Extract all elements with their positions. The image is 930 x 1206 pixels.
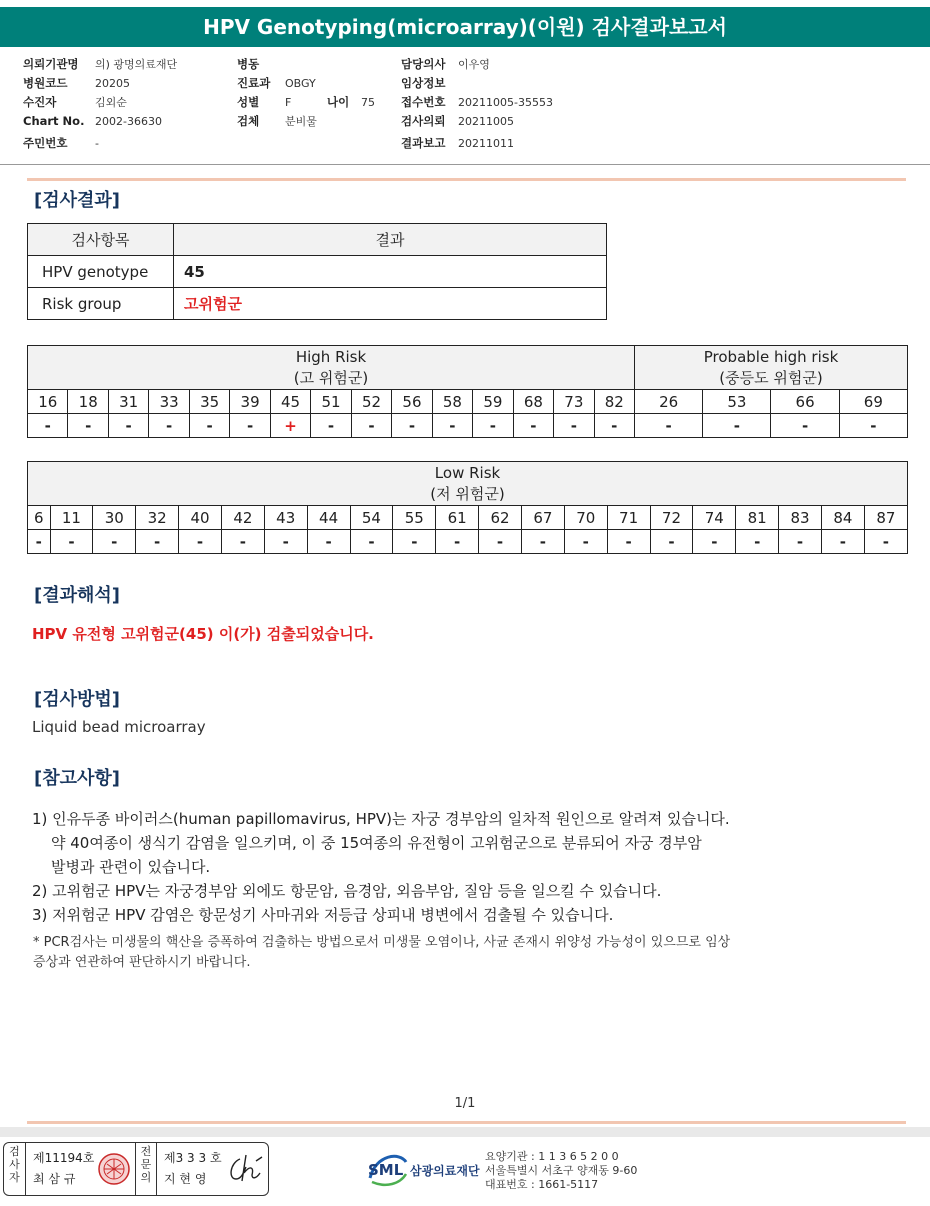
low-risk-mark: - xyxy=(50,530,93,554)
specialist-no: 제3 3 3 호 xyxy=(164,1151,222,1165)
low-risk-mark: - xyxy=(179,530,222,554)
low-risk-mark: - xyxy=(650,530,693,554)
high-risk-type: 68 xyxy=(513,390,553,414)
high-risk-type: 52 xyxy=(351,390,391,414)
high-risk-mark: - xyxy=(351,414,391,438)
low-risk-type: 54 xyxy=(350,506,393,530)
low-risk-mark: - xyxy=(607,530,650,554)
company-name: 삼광의료재단 xyxy=(410,1164,480,1178)
inspector-label-text: 검 사 자 xyxy=(9,1145,20,1184)
high-risk-type: 39 xyxy=(230,390,270,414)
value-resident-no: - xyxy=(95,137,99,150)
low-risk-mark: - xyxy=(693,530,736,554)
signature-box xyxy=(3,1142,269,1196)
low-risk-type: 71 xyxy=(607,506,650,530)
label-chart-no: Chart No. xyxy=(23,114,85,128)
high-risk-mark: + xyxy=(270,414,310,438)
value-specimen: 분비물 xyxy=(285,115,317,128)
label-age: 나이 xyxy=(327,95,350,109)
high-risk-type: 82 xyxy=(594,390,634,414)
low-risk-mark: - xyxy=(28,530,51,554)
specialist-label-text: 전 문 의 xyxy=(140,1145,152,1184)
label-institution: 의뢰기관명 xyxy=(23,57,79,71)
low-risk-mark: - xyxy=(521,530,564,554)
patient-info-header xyxy=(0,55,930,165)
low-risk-mark: - xyxy=(93,530,136,554)
value-hospital-code: 20205 xyxy=(95,77,130,90)
low-risk-mark: - xyxy=(736,530,779,554)
low-risk-type: 6 xyxy=(28,506,51,530)
low-risk-mark: - xyxy=(136,530,179,554)
table-row xyxy=(28,256,607,288)
low-risk-table xyxy=(27,461,908,554)
low-risk-type: 72 xyxy=(650,506,693,530)
high-risk-mark: - xyxy=(513,414,553,438)
label-report-date: 결과보고 xyxy=(401,136,446,150)
inspector-label xyxy=(4,1143,26,1195)
high-risk-type: 45 xyxy=(270,390,310,414)
company-info xyxy=(485,1150,637,1192)
high-risk-mark: - xyxy=(108,414,148,438)
low-risk-mark: - xyxy=(779,530,822,554)
low-risk-marks-row xyxy=(28,530,908,554)
result-value-risk-group: 고위험군 xyxy=(174,288,607,320)
company-info-line: 서울특별시 서초구 양재동 9-60 xyxy=(485,1164,638,1177)
logo-text: SML xyxy=(368,1161,404,1179)
header-col-3 xyxy=(401,55,553,153)
high-risk-mark: - xyxy=(771,414,839,438)
inspector-name: 최 삼 규 xyxy=(33,1172,76,1186)
low-risk-mark: - xyxy=(393,530,436,554)
high-risk-type: 26 xyxy=(635,390,703,414)
section-title-interpretation: [결과해석] xyxy=(34,585,121,606)
high-risk-mark: - xyxy=(839,414,907,438)
low-risk-type: 11 xyxy=(50,506,93,530)
low-risk-type: 70 xyxy=(564,506,607,530)
table-row xyxy=(28,288,607,320)
probable-risk-header xyxy=(635,346,908,390)
section-title-method: [검사방법] xyxy=(34,689,121,710)
low-risk-type: 40 xyxy=(179,506,222,530)
value-receipt-no: 20211005-35553 xyxy=(458,96,553,109)
high-risk-mark: - xyxy=(635,414,703,438)
result-item-risk-group: Risk group xyxy=(28,288,174,320)
value-request-date: 20211005 xyxy=(458,115,514,128)
low-risk-mark: - xyxy=(821,530,864,554)
signature-icon xyxy=(226,1151,266,1187)
reference-line: 발병과 관련이 있습니다. xyxy=(51,858,211,876)
label-patient: 수진자 xyxy=(23,95,57,109)
low-risk-type: 43 xyxy=(264,506,307,530)
footnote-line: 증상과 연관하여 판단하시기 바랍니다. xyxy=(33,955,251,970)
high-risk-mark: - xyxy=(149,414,189,438)
result-item-genotype: HPV genotype xyxy=(28,256,174,288)
inspector-no: 제11194호 xyxy=(33,1151,95,1165)
high-risk-type: 35 xyxy=(189,390,229,414)
result-header-item: 검사항목 xyxy=(28,224,174,256)
label-hospital-code: 병원코드 xyxy=(23,76,68,90)
high-risk-label: High Risk xyxy=(295,347,367,366)
method-text: Liquid bead microarray xyxy=(32,718,206,736)
high-risk-mark: - xyxy=(28,414,68,438)
result-value-genotype: 45 xyxy=(174,256,607,288)
low-risk-mark: - xyxy=(307,530,350,554)
footer-shadow xyxy=(0,1127,930,1137)
high-risk-mark: - xyxy=(473,414,513,438)
reference-line: 약 40여종이 생식기 감염을 일으키며, 이 중 15여종의 유전형이 고위험군으로 분류되어 자궁 경부암 xyxy=(51,834,702,852)
label-ward: 병동 xyxy=(237,57,260,71)
low-risk-type: 62 xyxy=(479,506,522,530)
high-risk-sublabel: (고 위험군) xyxy=(293,368,369,387)
high-risk-type: 31 xyxy=(108,390,148,414)
low-risk-mark: - xyxy=(264,530,307,554)
high-risk-type: 69 xyxy=(839,390,907,414)
low-risk-type: 55 xyxy=(393,506,436,530)
low-risk-type: 44 xyxy=(307,506,350,530)
high-risk-mark: - xyxy=(230,414,270,438)
probable-risk-label: Probable high risk xyxy=(703,347,839,366)
divider-top xyxy=(27,178,906,181)
reference-list xyxy=(32,807,730,927)
low-risk-mark: - xyxy=(436,530,479,554)
low-risk-type: 74 xyxy=(693,506,736,530)
label-specimen: 검체 xyxy=(237,114,260,128)
low-risk-type: 81 xyxy=(736,506,779,530)
value-age: 75 xyxy=(361,96,375,109)
high-risk-type: 51 xyxy=(311,390,351,414)
report-title: HPV Genotyping(microarray)(이원) 검사결과보고서 xyxy=(0,7,930,47)
label-department: 진료과 xyxy=(237,76,271,90)
high-risk-mark: - xyxy=(68,414,108,438)
label-doctor: 담당의사 xyxy=(401,57,446,71)
low-risk-header xyxy=(28,462,908,506)
specialist-label xyxy=(135,1143,157,1195)
section-title-reference: [참고사항] xyxy=(34,768,121,789)
specialist-name: 지 현 영 xyxy=(164,1172,207,1186)
value-institution: 의) 광명의료재단 xyxy=(95,58,178,71)
pcr-footnote xyxy=(33,933,893,973)
probable-risk-sublabel: (중등도 위험군) xyxy=(719,368,823,387)
header-col-1 xyxy=(23,55,177,153)
low-risk-sublabel: (저 위험군) xyxy=(430,484,505,503)
high-risk-header xyxy=(28,346,635,390)
low-risk-type: 61 xyxy=(436,506,479,530)
low-risk-type: 42 xyxy=(221,506,264,530)
high-risk-type: 56 xyxy=(392,390,432,414)
low-risk-types-row xyxy=(28,506,908,530)
high-risk-type: 73 xyxy=(554,390,594,414)
value-patient: 김외순 xyxy=(95,96,127,109)
reference-line: 2) 고위험군 HPV는 자궁경부암 외에도 항문암, 음경암, 외음부암, 질암 등을 일으킬 수 있습니다. xyxy=(32,882,662,900)
footnote-line: * PCR검사는 미생물의 핵산을 증폭하여 검출하는 방법으로서 미생물 오염이나, 사균 존재시 위양성 가능성이 있으므로 임상 xyxy=(33,935,731,950)
divider-bottom xyxy=(27,1121,906,1124)
high-risk-mark: - xyxy=(703,414,771,438)
label-sex: 성별 xyxy=(237,95,260,109)
label-clinical-info: 임상정보 xyxy=(401,76,446,90)
value-department: OBGY xyxy=(285,77,316,90)
low-risk-type: 87 xyxy=(864,506,907,530)
low-risk-type: 83 xyxy=(779,506,822,530)
high-risk-type: 16 xyxy=(28,390,68,414)
high-risk-mark: - xyxy=(311,414,351,438)
result-header-result: 결과 xyxy=(174,224,607,256)
section-title-result: [검사결과] xyxy=(34,190,121,211)
low-risk-mark: - xyxy=(564,530,607,554)
label-resident-no: 주민번호 xyxy=(23,136,68,150)
label-request-date: 검사의뢰 xyxy=(401,114,446,128)
high-risk-mark: - xyxy=(189,414,229,438)
high-risk-type: 66 xyxy=(771,390,839,414)
seal-icon xyxy=(97,1152,131,1186)
high-risk-mark: - xyxy=(432,414,472,438)
low-risk-type: 84 xyxy=(821,506,864,530)
result-table xyxy=(27,223,607,320)
value-sex: F xyxy=(285,96,292,109)
low-risk-mark: - xyxy=(479,530,522,554)
low-risk-type: 32 xyxy=(136,506,179,530)
interpretation-text: HPV 유전형 고위험군(45) 이(가) 검출되었습니다. xyxy=(32,625,374,643)
label-receipt-no: 접수번호 xyxy=(401,95,446,109)
value-doctor: 이우영 xyxy=(458,58,490,71)
low-risk-mark: - xyxy=(864,530,907,554)
high-risk-type: 33 xyxy=(149,390,189,414)
low-risk-type: 67 xyxy=(521,506,564,530)
low-risk-label: Low Risk xyxy=(434,463,501,482)
high-risk-type: 53 xyxy=(703,390,771,414)
high-risk-type: 58 xyxy=(432,390,472,414)
high-risk-mark: - xyxy=(594,414,634,438)
reference-line: 1) 인유두종 바이러스(human papillomavirus, HPV)는 자궁 경부암의 일차적 원인으로 알려져 있습니다. xyxy=(32,810,730,828)
company-info-line: 요양기관 : 1 1 3 6 5 2 0 0 xyxy=(485,1150,619,1163)
page-number: 1/1 xyxy=(454,1096,476,1111)
high-risk-types-row xyxy=(28,390,908,414)
high-risk-mark: - xyxy=(392,414,432,438)
high-risk-type: 18 xyxy=(68,390,108,414)
high-risk-marks-row xyxy=(28,414,908,438)
value-report-date: 20211011 xyxy=(458,137,514,150)
low-risk-type: 30 xyxy=(93,506,136,530)
high-risk-type: 59 xyxy=(473,390,513,414)
reference-line: 3) 저위험군 HPV 감염은 항문성기 사마귀와 저등급 상피내 병변에서 검출될 수 있습니다. xyxy=(32,906,614,924)
low-risk-mark: - xyxy=(221,530,264,554)
value-chart-no: 2002-36630 xyxy=(95,115,162,128)
low-risk-mark: - xyxy=(350,530,393,554)
high-risk-mark: - xyxy=(554,414,594,438)
high-risk-table xyxy=(27,345,908,438)
company-info-line: 대표번호 : 1661-5117 xyxy=(485,1178,599,1191)
header-col-2 xyxy=(237,55,375,134)
